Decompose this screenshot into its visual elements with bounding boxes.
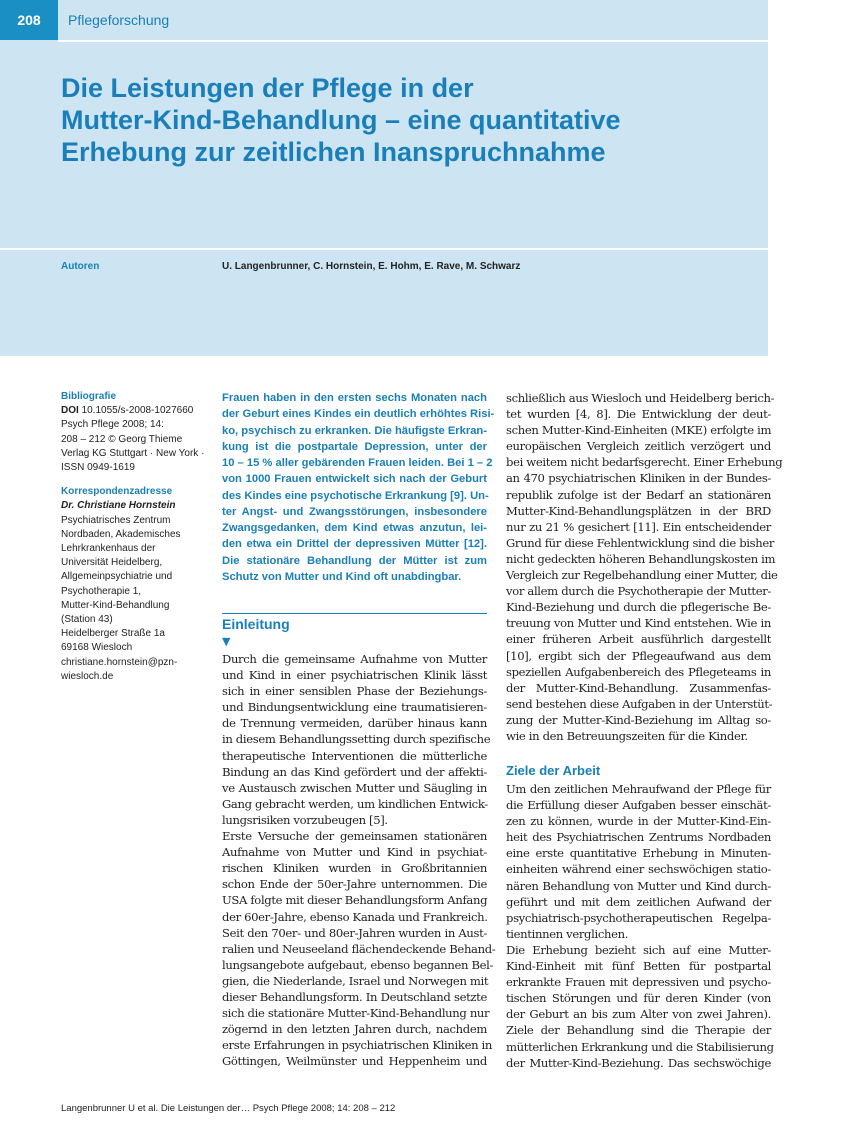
address-line: Nordbaden, Akademisches xyxy=(61,528,181,540)
abstract-line: Schutz von Mutter und Kind oft unabdingbar. xyxy=(222,570,462,583)
body-line: der Mutter-Kind-Behandlung. Zusammenfas- xyxy=(506,680,771,695)
address-line: Mutter-Kind-Behandlung xyxy=(61,599,170,611)
body-line: lungsangebote aufgebaut, ebenso begannen Bel- xyxy=(222,957,494,972)
abstract-line: 10 – 15 % aller gebärenden Frauen leiden. Bei 1 – 2 xyxy=(222,457,493,469)
body-line: sich die stationäre Mutter-Kind-Behandlung nur xyxy=(222,1006,490,1021)
body-line: dieser Behandlungsform. In Deutschland setzte xyxy=(222,989,487,1004)
email-line: wiesloch.de xyxy=(61,670,114,682)
abstract-line: des Kindes eine psychotische Erkrankung [9]. Un- xyxy=(222,489,489,502)
body-line: Grund für diese Fehlentwicklung sind die bisher xyxy=(506,535,775,550)
address-line: Lehrkrankenhaus der xyxy=(61,543,156,555)
body-line: die Erfüllung dieser Aufgaben besser einschät- xyxy=(506,798,771,813)
body-line: sich in einer sensiblen Phase der Beziehungs- xyxy=(222,684,487,699)
address-line: Heidelberger Straße 1a xyxy=(61,628,165,640)
body-line: an 470 psychiatrischen Kliniken in der Bundes- xyxy=(506,471,771,486)
body-column-2 xyxy=(506,390,783,744)
body-line: gien, die Niederlande, Israel und Norwegen mit xyxy=(222,973,489,988)
bib-line: ISSN 0949-1619 xyxy=(61,462,135,474)
body-line: der Mutter-Kind-Beziehung. Das sechswöchige xyxy=(506,1055,771,1070)
abstract-line: Frauen haben in den ersten sechs Monaten nach xyxy=(222,392,487,404)
body-line: tet wurden [4, 8]. Die Entwicklung der deut- xyxy=(506,407,771,422)
body-line: Seit den 70er- und 80er-Jahren wurden in Aust- xyxy=(222,925,487,940)
bib-line: Psych Pflege 2008; 14: xyxy=(61,419,164,431)
body-column-1 xyxy=(222,651,496,1069)
correspondent-name: Dr. Christiane Hornstein xyxy=(61,500,176,512)
body-line: ralien und Neuseeland flächendeckende Behand- xyxy=(222,941,496,956)
doi-value: 10.1055/s-2008-1027660 xyxy=(78,405,194,417)
body-line: vor allem durch die Psychotherapie der Mutter- xyxy=(506,584,771,599)
abstract-line: den etwa ein Drittel der depressiven Mütter [12]. xyxy=(222,538,487,551)
body-line: Bindung an das Kind gefördert und der affekti- xyxy=(222,764,487,779)
body-line: psychiatrisch-psychotherapeutischen Regelpa- xyxy=(506,910,771,925)
body-line: einer früheren Arbeit ausführlich dargestellt xyxy=(506,632,771,647)
body-line: rischen Kliniken wurden in Großbritannien xyxy=(222,861,487,876)
body-line: Mutter-Kind-Behandlungsplätzen in der BRD xyxy=(506,503,771,518)
abstract-line: Zwangsgedanken, dem Kind etwas anzutun, lei- xyxy=(222,522,487,534)
body-line: Gang gebracht werden, um kindlichen Entwick- xyxy=(222,796,488,811)
bibliography-heading: Bibliografie xyxy=(61,391,117,402)
address-line: 69168 Wiesloch xyxy=(61,642,133,654)
body-line: bei weitem nicht bedarfsgerecht. Einer Erhebung xyxy=(506,455,783,470)
body-line: schließlich aus Wiesloch und Heidelberg berich- xyxy=(506,391,775,405)
body-line: europäischen Vergleich zeitlich verzögert und xyxy=(506,439,771,454)
meta-column xyxy=(61,390,211,684)
address-line: Universität Heidelberg, xyxy=(61,557,163,569)
body-line: schen Mutter-Kind-Einheiten (MKE) erfolgte im xyxy=(506,423,772,438)
page-footer: Langenbrunner U et al. Die Leistungen der… Psych Pflege 2008; 14: 208 – 212 xyxy=(61,1103,396,1114)
abstract-line: kung ist die postpartale Depression, unter der xyxy=(222,440,487,453)
article-title xyxy=(61,72,721,168)
body-line: zen zu können, wurde in der Mutter-Kind-Ein- xyxy=(506,814,771,829)
body-line: erste Erfahrungen in psychiatrischen Kliniken in xyxy=(222,1038,493,1053)
body-line: USA folgte mit dieser Behandlungsform Anfang xyxy=(222,893,488,908)
body-line: speziellen Aufgabenbereich des Pflegeteams in xyxy=(506,664,771,679)
body-line: [10], ergibt sich der Pflegeaufwand aus dem xyxy=(506,648,771,663)
body-line: Durch die gemeinsame Aufnahme von Mutter xyxy=(222,652,487,666)
aims-heading: Ziele der Arbeit xyxy=(506,763,601,778)
body-line: zung der Mutter-Kind-Beziehung im Alltag so- xyxy=(506,712,771,727)
section-divider xyxy=(222,613,487,614)
body-line: lungsrisiken vorzubeugen [5]. xyxy=(222,812,388,827)
body-line: treuung von Mutter und Kind entstehen. Wie in xyxy=(506,616,771,631)
body-line: eine erste quantitative Erhebung in Minuten- xyxy=(506,846,771,861)
bib-line: Verlag KG Stuttgart · New York · xyxy=(61,447,205,459)
header-divider xyxy=(58,40,768,42)
abstract-line: der Geburt eines Kindes ein deutlich erhöhtes Risi- xyxy=(222,408,495,421)
address-line: Allgemeinpsychiatrie und xyxy=(61,571,173,583)
abstract-line: ko, psychisch zu erkranken. Die häufigste Erkran- xyxy=(222,424,487,437)
address-line: Psychotherapie 1, xyxy=(61,585,142,597)
body-line: heit des Psychiatrischen Zentrums Nordbaden xyxy=(506,830,771,845)
body-line: Erste Versuche der gemeinsamen stationären xyxy=(222,829,487,844)
body-line: Kind-Beziehung und durch die pflegerische Be- xyxy=(506,600,771,615)
body-line: Ziele der Behandlung sind die Therapie der xyxy=(506,1023,771,1038)
body-column-2-continued xyxy=(506,781,774,1071)
abstract-line: ter Angst- und Zwangsstörungen, insbesondere xyxy=(222,505,487,518)
body-line: Die Erhebung bezieht sich auf eine Mutter- xyxy=(506,942,771,957)
doi-line xyxy=(61,404,211,418)
triangle-down-icon: ▼ xyxy=(222,635,231,648)
title-line: Erhebung zur zeitlichen Inanspruchnahme xyxy=(61,137,606,167)
body-line: tientinnen verglichen. xyxy=(506,926,629,941)
body-line: einheiten während einer sechswöchigen statio- xyxy=(506,862,771,877)
title-divider xyxy=(0,248,768,250)
body-line: Vergleich zur Regelbehandlung einer Mutter, die xyxy=(506,568,778,583)
section-label: Pflegeforschung xyxy=(68,12,170,28)
body-line: Kind-Einheit mit fünf Betten für postpartal xyxy=(506,959,771,974)
authors-list: U. Langenbrunner, C. Hornstein, E. Hohm, E. Rave, M. Schwarz xyxy=(222,261,521,272)
body-line: und Bindungsentwicklung eine traumatisieren- xyxy=(222,700,487,715)
body-line: de Trennung vermeiden, darüber hinaus kann xyxy=(222,716,487,731)
body-line: Um den zeitlichen Mehraufwand der Pflege für xyxy=(506,782,771,796)
page-number: 208 xyxy=(0,0,58,40)
body-line: tischen Störungen und für deren Kinder (von xyxy=(506,991,771,1006)
body-line: zögernd in den letzten Jahren durch, nachdem xyxy=(222,1022,487,1037)
email-line: christiane.hornstein@pzn- xyxy=(61,656,178,668)
correspondence-heading: Korrespondenzadresse xyxy=(61,486,173,498)
body-line: nären Behandlung von Mutter und Kind durch- xyxy=(506,878,771,893)
body-line: send bestehen diese Aufgaben in der Unterstüt- xyxy=(506,696,773,711)
body-line: ve Austausch zwischen Mutter und Säugling in xyxy=(222,780,487,795)
abstract-line: Die stationäre Behandlung der Mütter ist zum xyxy=(222,554,487,567)
body-line: wie in den Betreuungszeiten für die Kinder. xyxy=(506,728,748,743)
title-line: Die Leistungen der Pflege in der xyxy=(61,73,474,103)
body-line: der 60er-Jahre, ebenso Kanada und Frankreich. xyxy=(222,909,488,924)
body-line: nicht gedeckten höheren Behandlungskosten im xyxy=(506,551,776,566)
body-line: und Kind in einer psychiatrischen Klinik lässt xyxy=(222,668,487,683)
body-line: Aufnahme von Mutter und Kind in psychiat- xyxy=(222,845,487,860)
bib-line: 208 – 212 © Georg Thieme xyxy=(61,433,183,445)
title-line: Mutter-Kind-Behandlung – eine quantitative xyxy=(61,105,621,135)
body-line: Göttingen, Weilmünster und Heppenheim und xyxy=(222,1054,487,1069)
body-line: therapeutische Interventionen die mütterliche xyxy=(222,748,487,763)
body-line: schon Ende der 50er-Jahre unternommen. Die xyxy=(222,877,487,892)
abstract xyxy=(222,390,495,585)
address-line: Psychiatrisches Zentrum xyxy=(61,514,171,526)
header-band xyxy=(0,0,768,356)
body-line: in diesem Behandlungssetting durch spezifische xyxy=(222,732,491,747)
abstract-line: von 1000 Frauen entwickelt sich nach der Geburt xyxy=(222,473,487,486)
body-line: der Geburt an bis zum Alter von zwei Jahren). xyxy=(506,1007,771,1022)
intro-heading: Einleitung xyxy=(222,616,290,632)
doi-label: DOI xyxy=(61,405,79,417)
body-line: erkrankte Frauen mit depressiven und psycho- xyxy=(506,975,771,990)
body-line: republik zufolge ist der Bedarf an stationären xyxy=(506,487,771,502)
address-line: (Station 43) xyxy=(61,614,113,626)
body-line: geführt und mit dem zeitlichen Aufwand der xyxy=(506,894,771,909)
body-line: nur zu 21 % gesichert [11]. Ein entscheidender xyxy=(506,519,771,534)
body-line: mütterlichen Erkrankung und die Stabilisierung xyxy=(506,1039,774,1054)
authors-label: Autoren xyxy=(61,261,100,272)
